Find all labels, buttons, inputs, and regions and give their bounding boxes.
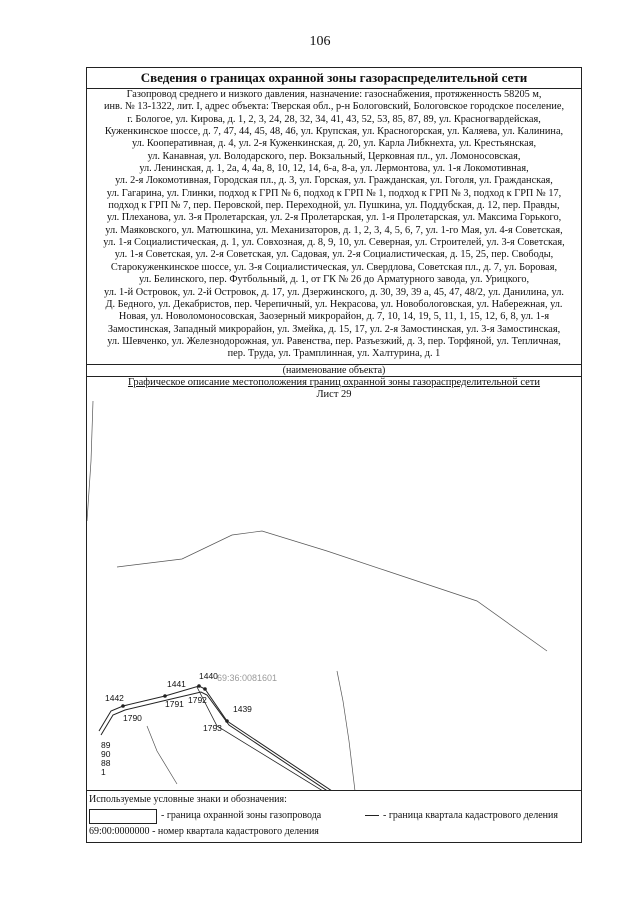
- quarter-boundary-line: [117, 531, 547, 651]
- page-number: 106: [309, 34, 331, 49]
- description-line: ул. Маяковского, ул. Матюшкина, ул. Механизаторов, д. 1, 2, 3, 4, 5, 6, 7, ул. 1-го Мая, ул. 4-я Советская,: [105, 224, 563, 236]
- legend-quarter-boundary-item: [365, 810, 558, 821]
- point-label: 1439: [233, 704, 252, 714]
- boundary-point: [225, 719, 229, 723]
- description-line: ул. 1-я Советская, ул. 2-я Советская, ул. Садовая, ул. 2-я Социалистическая, д. 15, 25, пер. Свободы,: [114, 249, 554, 261]
- description-line: Новая, ул. Новоломоносовская, Заозерный микрорайон, д. 7, 10, 14, 19, 5, 11, 1, 15, 12, 6, 8, ул. 1-я: [118, 311, 550, 323]
- description-line: Д. Бедного, ул. Декабристов, пер. Черепичный, ул. Некрасова, ул. Новобологовская, ул. Набережная, ул.: [105, 298, 563, 310]
- legend-quarter-boundary: - граница квартала кадастрового деления: [383, 810, 558, 821]
- legend: [87, 790, 581, 844]
- cadastral-quarter-number: 69:36:0081601: [217, 673, 278, 683]
- description-line: ул. Гагарина, ул. Глинки, подход к ГРП № 6, подход к ГРП № 1, подход к ГРП № 3, подход к ГРП № 17,: [106, 187, 562, 199]
- point-label: 1441: [167, 679, 186, 689]
- section-title: Сведения о границах охранной зоны газораспределительной сети: [87, 68, 581, 89]
- description-line: ул. Ленинская, д. 1, 2а, 4, 4а, 8, 10, 12, 14, 6-а, 8-а, ул. Лермонтова, ул. 1-я Локомотивная,: [139, 163, 529, 175]
- zone-boundary-symbol: [89, 809, 157, 824]
- description-line: ул. 1-я Социалистическая, д. 1, ул. Совхозная, д. 8, 9, 10, ул. Северная, ул. Строителей, ул. 3-я Советская,: [103, 237, 565, 249]
- quarter-boundary-line: [87, 401, 93, 521]
- description-line: ул. Белинского, пер. Футбольный, д. 1, от ГК № 26 до Арматурного завода, ул. Урицкого,: [138, 274, 530, 286]
- boundary-point: [163, 694, 167, 698]
- quarter-number-sample: 69:00:0000000: [89, 826, 150, 837]
- cadastral-map: [87, 401, 581, 791]
- point-label: 90: [101, 749, 111, 759]
- point-label: 1791: [165, 699, 184, 709]
- point-label: 1440: [199, 671, 218, 681]
- description-line: ул. 1-й Островок, ул. 2-й Островок, д. 17, ул. Дзержинского, д. 30, 39, 39 а, 45, 47, 48/2, ул. Данилина, ул.: [104, 286, 564, 298]
- description-line: ул. Шевченко, ул. Железнодорожная, ул. Равенства, пер. Разъезжий, д. 3, пер. Торфяной, ул. Тепличная,: [107, 335, 561, 347]
- description-line: ул. Плеханова, ул. 3-я Пролетарская, ул. 2-я Пролетарская, ул. 1-я Пролетарская, ул. Максима Горького,: [106, 212, 562, 224]
- point-label: 1: [101, 767, 106, 777]
- legend-quarter-number: - номер квартала кадастрового деления: [152, 826, 319, 837]
- description-line: г. Бологое, ул. Кирова, д. 1, 2, 3, 24, 28, 32, 34, 41, 43, 52, 53, 85, 87, 89, ул. Красногвардейская,: [127, 113, 541, 125]
- boundary-point: [197, 684, 201, 688]
- quarter-boundary-line: [147, 726, 177, 784]
- zone-boundary-line: [99, 686, 437, 791]
- description-line: инв. № 13-1322, лит. I, адрес объекта: Тверская обл., р-н Бологовский, Бологовское городское поселение,: [103, 101, 565, 113]
- description-line: Куженкинское шоссе, д. 7, 47, 44, 45, 48, 46, ул. Крупская, ул. Красногорская, ул. Каляева, ул. Калинина,: [104, 126, 564, 138]
- description-line: Замостинская, Западный микрорайон, ул. Змейка, д. 15, 17, ул. 2-я Замостинская, ул. 3-я Замостинская,: [107, 323, 561, 335]
- boundary-point: [203, 687, 207, 691]
- point-label: 1790: [123, 713, 142, 723]
- point-label: 88: [101, 758, 111, 768]
- zone-boundary-line: [101, 692, 435, 791]
- quarter-boundary-symbol: [365, 815, 379, 816]
- description-line: ул. Кооперативная, д. 4, ул. 2-я Куженкинская, д. 20, ул. Карла Либкнехта, ул. Крестьянская,: [131, 138, 537, 150]
- legend-title: Используемые условные знаки и обозначения:: [89, 794, 287, 805]
- graphic-description-title: Графическое описание местоположения границ охранной зоны газораспределительной сети: [127, 377, 541, 388]
- description-line: пер. Труда, ул. Трамплинная, ул. Халтурина, д. 1: [227, 348, 441, 360]
- object-name-caption: (наименование объекта): [87, 364, 581, 377]
- description-line: ул. Канавная, ул. Володарского, пер. Вокзальный, Церковная пл., ул. Ломоносовская,: [147, 150, 521, 162]
- map-area: [87, 401, 581, 791]
- document-frame: [86, 67, 582, 843]
- description-line: ул. 2-я Локомотивная, Городская пл., д. 3, ул. Горская, ул. Гражданская, ул. Гоголя, ул. Гражданская,: [115, 175, 553, 187]
- point-label: 89: [101, 740, 111, 750]
- description-line: Старокуженкинское шоссе, ул. 3-я Социалистическая, ул. Свердлова, Советская пл., д. 7, ул. Боровая,: [110, 261, 558, 273]
- description-line: подход к ГРП № 7, пер. Перовской, пер. Переходной, ул. Пушкина, ул. Поддубская, д. 12, пер. Правды,: [108, 200, 560, 212]
- point-label: 1793: [203, 723, 222, 733]
- quarter-boundary-line: [337, 671, 355, 791]
- boundary-point: [121, 704, 125, 708]
- point-label: 1442: [105, 693, 124, 703]
- description-line: Газопровод среднего и низкого давления, назначение: газоснабжения, протяженность 58205 м,: [126, 89, 542, 100]
- object-description: [89, 89, 579, 361]
- zone-boundary-line: [197, 687, 437, 791]
- sheet-label: Лист 29: [316, 389, 352, 400]
- point-label: 1792: [188, 695, 207, 705]
- legend-zone-boundary: - граница охранной зоны газопровода: [161, 810, 322, 821]
- legend-quarter-number-item: [89, 826, 319, 837]
